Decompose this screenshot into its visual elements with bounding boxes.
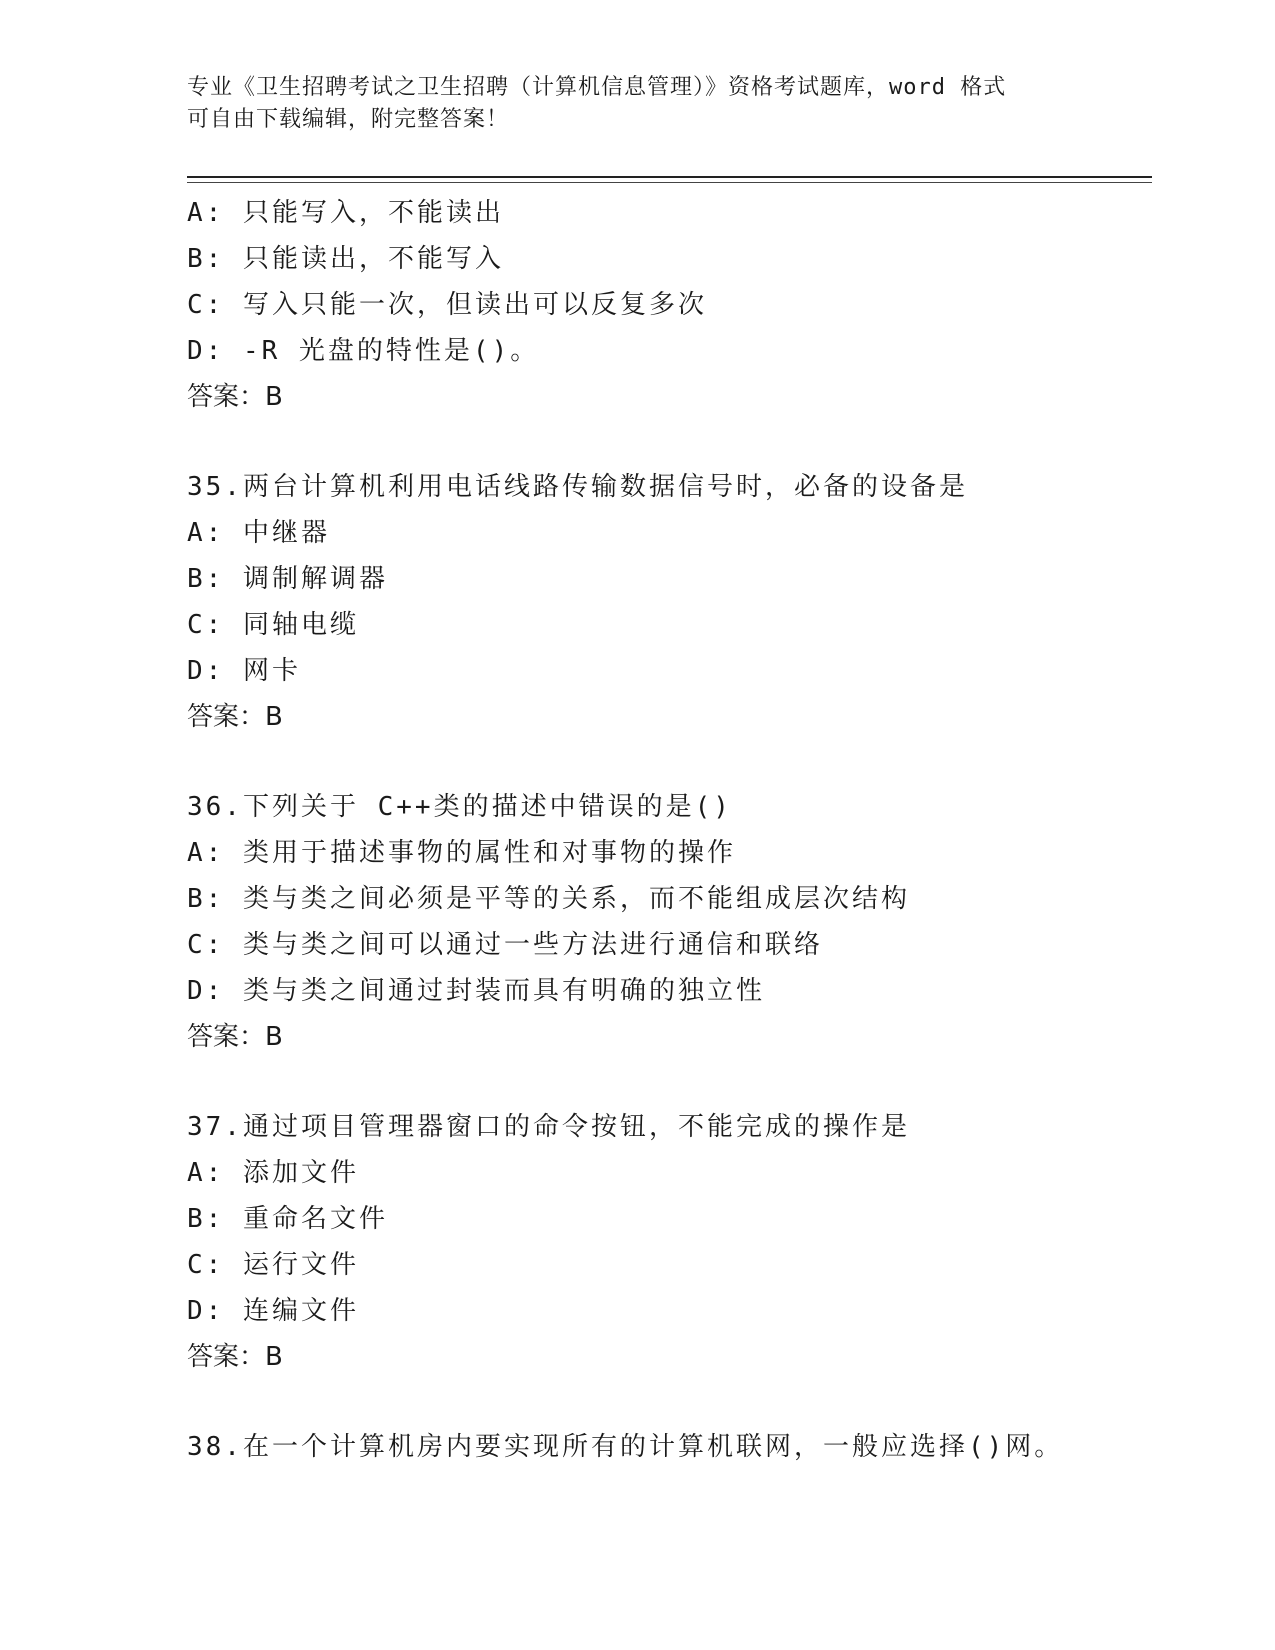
question-stem: 36.下列关于 C++类的描述中错误的是() <box>187 792 732 822</box>
option-b: B: 调制解调器 <box>187 564 388 594</box>
question-stem: 35.两台计算机利用电话线路传输数据信号时，必备的设备是 <box>187 472 968 502</box>
option-b: B: 类与类之间必须是平等的关系，而不能组成层次结构 <box>187 884 910 914</box>
option-c: C: 运行文件 <box>187 1250 359 1280</box>
option-a: A: 添加文件 <box>187 1158 359 1188</box>
option-a: A: 类用于描述事物的属性和对事物的操作 <box>187 838 736 868</box>
option-b: B: 只能读出，不能写入 <box>187 244 504 274</box>
answer-line: 答案：B <box>187 382 283 412</box>
header-title-line-1: 专业《卫生招聘考试之卫生招聘（计算机信息管理）》资格考试题库，word 格式 <box>187 75 1007 100</box>
header-divider-thin <box>187 182 1152 183</box>
option-d: D: 网卡 <box>187 656 301 686</box>
question-stem: 38.在一个计算机房内要实现所有的计算机联网，一般应选择()网。 <box>187 1432 1064 1462</box>
option-d: D: 连编文件 <box>187 1296 359 1326</box>
option-d: D: 类与类之间通过封装而具有明确的独立性 <box>187 976 765 1006</box>
option-d: D: -R 光盘的特性是()。 <box>187 336 540 366</box>
header-title-line-2: 可自由下载编辑，附完整答案！ <box>187 107 510 132</box>
option-b: B: 重命名文件 <box>187 1204 388 1234</box>
option-c: C: 写入只能一次，但读出可以反复多次 <box>187 290 707 320</box>
answer-line: 答案：B <box>187 1022 283 1052</box>
option-c: C: 同轴电缆 <box>187 610 359 640</box>
document-header <box>187 72 1067 136</box>
question-stem: 37.通过项目管理器窗口的命令按钮，不能完成的操作是 <box>187 1112 910 1142</box>
option-a: A: 只能写入，不能读出 <box>187 198 504 228</box>
option-a: A: 中继器 <box>187 518 330 548</box>
answer-line: 答案：B <box>187 1342 283 1372</box>
option-c: C: 类与类之间可以通过一些方法进行通信和联络 <box>187 930 823 960</box>
header-divider-thick <box>187 176 1152 178</box>
answer-line: 答案：B <box>187 702 283 732</box>
question-list <box>187 190 1152 1470</box>
